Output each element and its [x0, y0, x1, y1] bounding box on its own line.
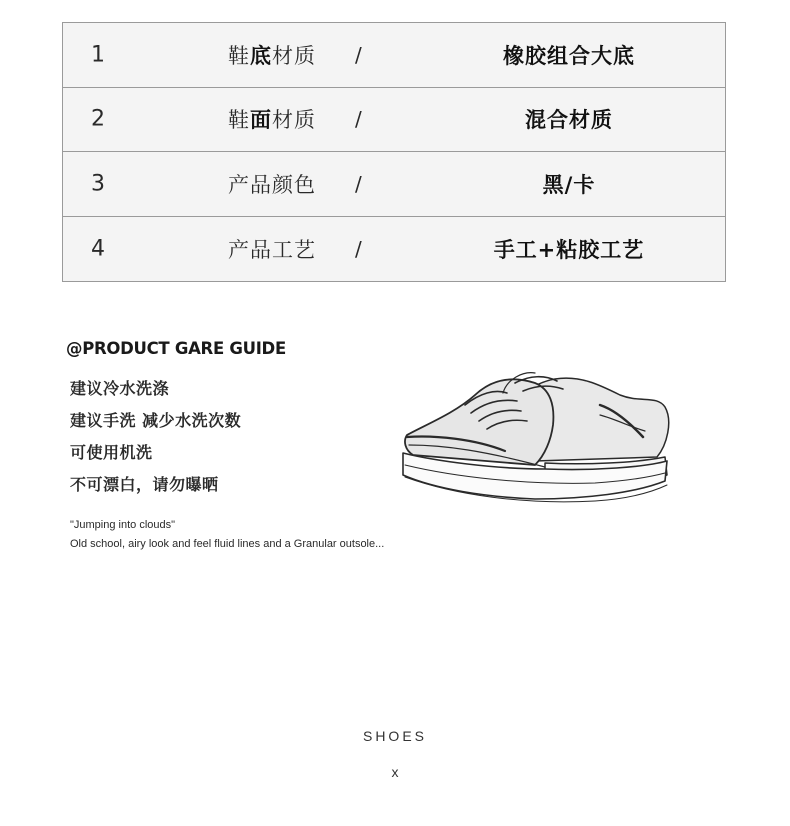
row-value: 黑/卡 — [542, 172, 596, 197]
care-item: 可使用机洗 — [70, 443, 153, 462]
table-row — [63, 217, 725, 282]
spec-table — [62, 22, 726, 282]
row-label — [228, 169, 316, 199]
row-value: 手工+粘胶工艺 — [493, 237, 645, 262]
table-row — [63, 23, 725, 88]
row-value: 橡胶组合大底 — [503, 43, 635, 68]
row-value: 混合材质 — [525, 108, 613, 133]
quote-text: Old school, airy look and feel fluid lines and a Granular outsole... — [70, 538, 385, 550]
row-number: 3 — [91, 171, 105, 197]
row-slash: / — [355, 171, 362, 196]
care-item: 不可漂白，请勿曝晒 — [70, 475, 219, 494]
label-pre: 鞋 — [228, 108, 250, 133]
label-pre: 产品工艺 — [228, 237, 316, 262]
label-post: 材质 — [272, 108, 316, 133]
footer-label: SHOES — [362, 728, 427, 744]
row-slash: / — [355, 107, 362, 132]
label-pre: 鞋 — [228, 43, 250, 68]
row-label — [228, 234, 316, 264]
row-label — [228, 40, 316, 70]
label-pre: 产品颜色 — [228, 172, 316, 197]
table-row — [63, 152, 725, 217]
care-guide-title: @PRODUCT GARE GUIDE — [66, 339, 286, 358]
label-post: 材质 — [272, 43, 316, 68]
care-item: 建议冷水洗涤 — [70, 379, 170, 398]
label-bold: 面 — [250, 108, 272, 133]
label-bold: 底 — [250, 43, 272, 68]
row-slash: / — [355, 42, 362, 67]
quote-title: "Jumping into clouds" — [70, 519, 176, 531]
care-item: 建议手洗 减少水洗次数 — [70, 411, 242, 430]
row-number: 4 — [91, 236, 105, 262]
row-number: 1 — [91, 42, 105, 68]
table-row — [63, 88, 725, 153]
sneaker-sketch-icon — [395, 365, 675, 525]
row-number: 2 — [91, 106, 105, 132]
row-slash: / — [355, 236, 362, 261]
row-label — [228, 104, 316, 134]
footer-mark: x — [391, 764, 399, 780]
